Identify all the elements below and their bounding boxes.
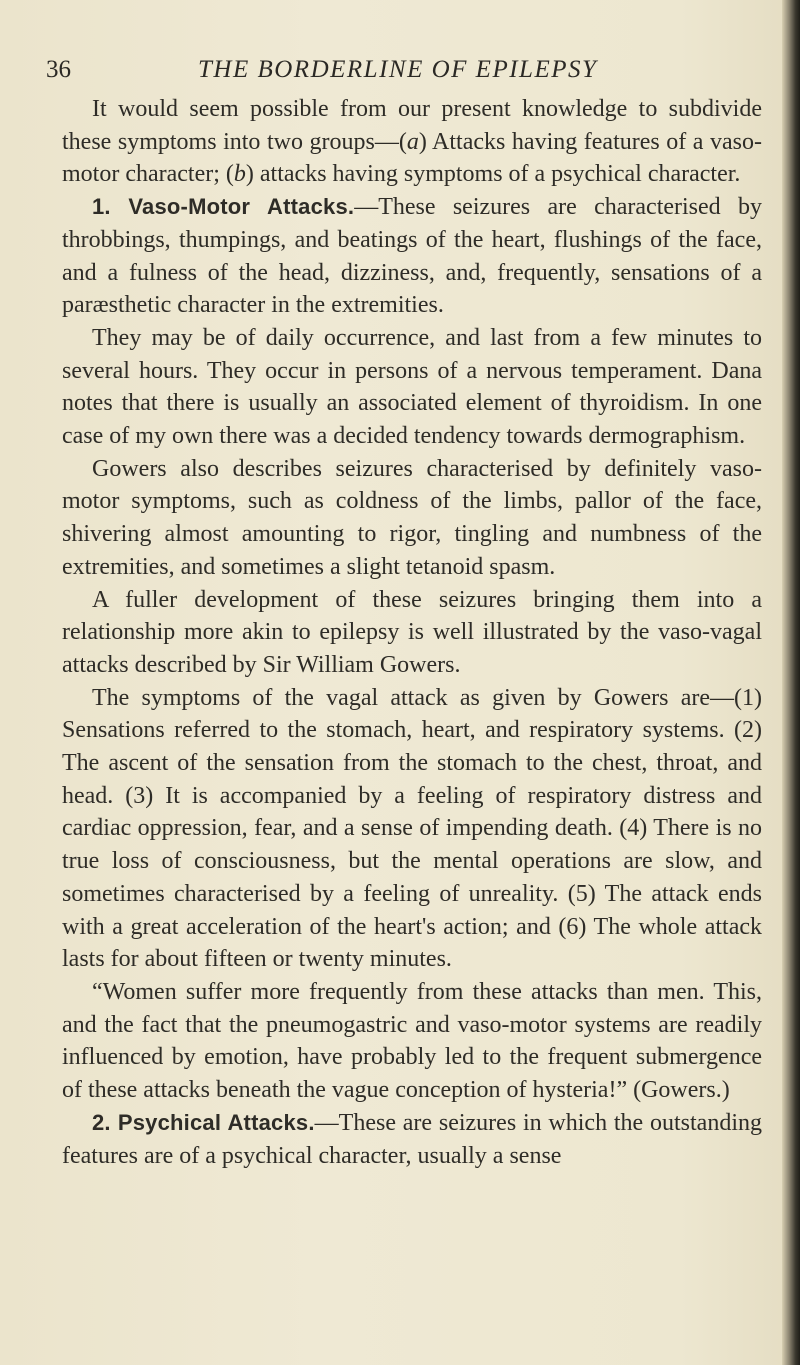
running-title: THE BORDERLINE OF EPILEPSY: [198, 56, 598, 83]
section-heading-vaso-motor: 1. Vaso-Motor Attacks.: [92, 194, 355, 220]
paragraph-vagal-symptoms: The symptoms of the vagal attack as given by Gowers are—(1) Sensations referred to the stomach, heart, and respiratory systems. (2) The ascent of the sensation from the stomach to the chest, throat, and head. (3) It is accompanied by a feeling of respiratory distress and cardiac oppression, fear, and a sense of impending death. (4) There is no true loss of consciousness, but the mental operations are slow, and sometimes characterised by a feeling of unreality. (5) The attack ends with a great acceleration of the heart's action; and (6) The whole attack lasts for about fifteen or twenty minutes.: [62, 684, 762, 973]
page-number: 36: [46, 56, 71, 83]
paragraph-occurrence: They may be of daily occurrence, and last from a few minutes to several hours. They occur in persons of a nervous temperament. Dana notes that there is usually an associated element of thyroidism. In one case of my own there was a decided tendency towards dermographism.: [62, 324, 762, 450]
page-header: [46, 56, 746, 92]
section-heading-psychical: 2. Psychical Attacks.: [92, 1109, 315, 1135]
paragraph-gowers-quote: “Women suffer more frequently from these attacks than men. This, and the fact that the pneumogastric and vaso-motor systems are readily influenced by emotion, have probably led to the frequent submergence of these attacks beneath the vague conception of hysteria!” (Gowers.): [62, 978, 762, 1104]
page-edge-shadow: [782, 0, 800, 1365]
body-text: [62, 93, 762, 1172]
paragraph-gowers-seizures: Gowers also describes seizures characterised by definitely vaso-motor symptoms, such as coldness of the limbs, pallor of the face, shivering almost amounting to rigor, tingling and numbness of the extremities, and sometimes a slight tetanoid spasm.: [62, 455, 762, 580]
paragraph-psychical: 2. Psychical Attacks.—These are seizures in which the outstanding features are of a psychical character, usually a sense: [62, 1109, 762, 1169]
paragraph-intro: It would seem possible from our present knowledge to subdivide these symptoms into two groups—(a) Attacks having features of a vaso-motor character; (b) attacks having symptoms of a psychical character.: [62, 96, 762, 188]
paragraph-vaso-motor: 1. Vaso-Motor Attacks.—These seizures are characterised by throbbings, thumpings, and beatings of the heart, flushings of the face, and a fulness of the head, dizziness, and, frequently, sensations of a paræsthetic character in the extremities.: [62, 194, 762, 319]
paragraph-fuller-development: A fuller development of these seizures bringing them into a relationship more akin to epilepsy is well illustrated by the vaso-vagal attacks described by Sir William Gowers.: [62, 586, 762, 678]
